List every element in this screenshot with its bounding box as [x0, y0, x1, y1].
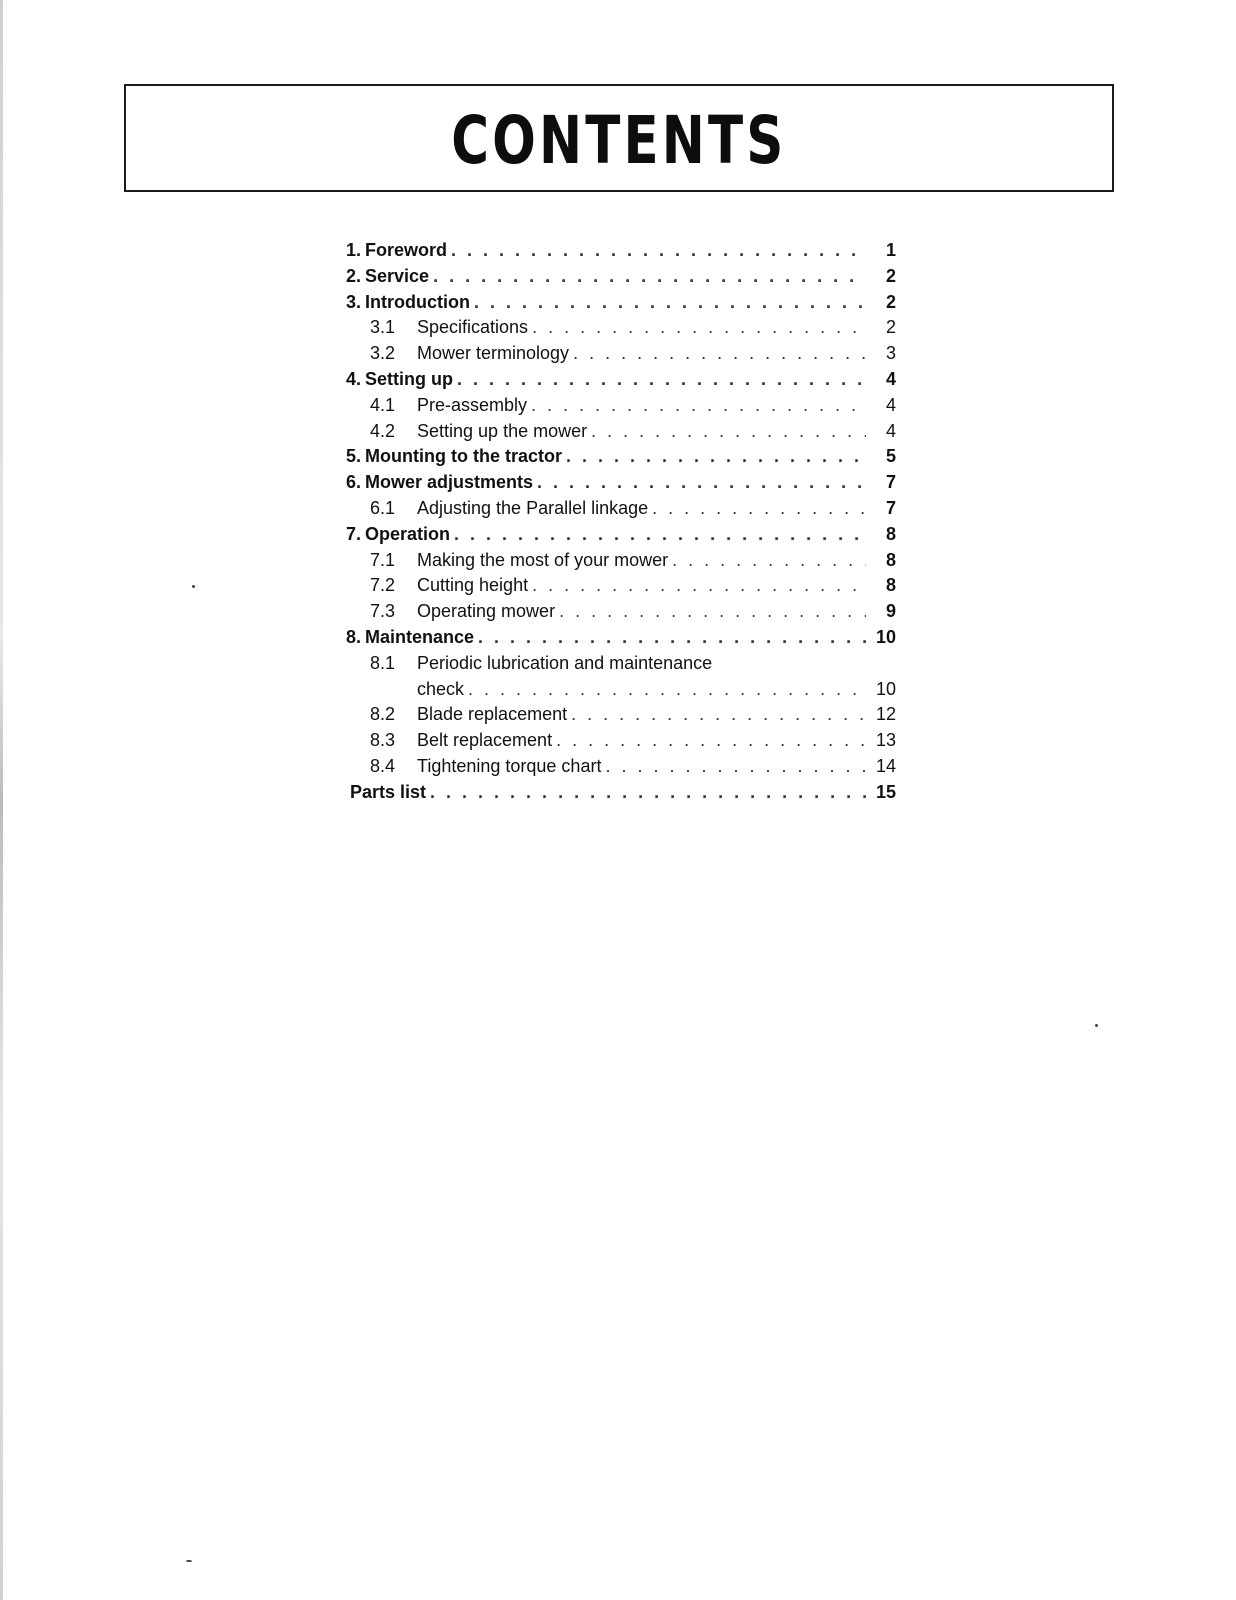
toc-entry-label: Making the most of your mower	[417, 549, 669, 570]
toc-entry-service[interactable]	[346, 264, 896, 290]
toc-entry-number: 3.1	[370, 317, 396, 338]
toc-entry-page: 7	[885, 472, 896, 493]
toc-entry-operating-mower[interactable]	[346, 599, 896, 625]
toc-leader-dots	[450, 522, 866, 548]
toc-entry-setting-up-the-mower[interactable]	[346, 419, 896, 445]
toc-leader-dots	[528, 573, 866, 599]
toc-entry-parallel-linkage[interactable]	[346, 496, 896, 522]
toc-leader-dots	[648, 496, 866, 522]
toc-entry-parts-list[interactable]	[346, 780, 896, 806]
toc-entry-number: 6.	[346, 472, 362, 493]
toc-entry-label: Mounting to the tractor	[365, 446, 562, 467]
title-box	[124, 84, 1114, 192]
toc-entry-making-the-most[interactable]	[346, 548, 896, 574]
toc-entry-label: Adjusting the Parallel linkage	[417, 497, 649, 518]
toc-leader-dots	[429, 264, 866, 290]
toc-entry-setting-up[interactable]	[346, 367, 896, 393]
toc-entry-label: Operation	[365, 523, 451, 544]
scan-speck	[1095, 1024, 1098, 1027]
toc-leader-dots	[555, 599, 866, 625]
toc-entry-page: 4	[885, 368, 896, 389]
toc-entry-mower-adjustments[interactable]	[346, 470, 896, 496]
toc-entry-number: 4.1	[370, 394, 396, 415]
toc-entry-page: 12	[875, 704, 896, 725]
toc-leader-dots	[668, 548, 866, 574]
toc-entry-page: 14	[875, 755, 896, 776]
toc-entry-number: 5.	[346, 446, 362, 467]
toc-entry-page: 3	[885, 343, 896, 364]
toc-entry-number: 6.1	[370, 497, 396, 518]
toc-entry-number: 3.2	[370, 343, 396, 364]
toc-entry-blade-replacement[interactable]	[346, 702, 896, 728]
toc-entry-number: 1.	[346, 240, 362, 260]
toc-entry-number: 8.4	[370, 755, 396, 776]
toc-entry-label: Setting up the mower	[417, 420, 588, 441]
toc-entry-number: 7.	[346, 523, 362, 544]
toc-entry-pre-assembly[interactable]	[346, 393, 896, 419]
toc-entry-number: 7.1	[370, 549, 396, 570]
toc-entry-number: 4.	[346, 368, 362, 389]
toc-entry-page: 1	[885, 240, 896, 260]
toc-leader-dots	[470, 290, 866, 316]
toc-entry-label: Parts list	[350, 781, 427, 802]
toc-entry-specifications[interactable]	[346, 315, 896, 341]
toc-leader-dots	[426, 780, 866, 806]
toc-leader-dots	[464, 677, 866, 703]
page-title: CONTENTS	[451, 101, 787, 179]
toc-entry-page: 2	[885, 291, 896, 312]
toc-entry-foreword[interactable]	[346, 238, 896, 264]
toc-entry-label: Maintenance	[365, 626, 475, 647]
toc-entry-label: Belt replacement	[417, 730, 553, 751]
toc-entry-tightening-torque-chart[interactable]	[346, 754, 896, 780]
toc-entry-mounting[interactable]	[346, 444, 896, 470]
toc-entry-label: Pre-assembly	[417, 394, 528, 415]
toc-entry-periodic-lubrication-continued[interactable]	[346, 677, 896, 703]
toc-entry-label: Tightening torque chart	[417, 755, 602, 776]
toc-entry-periodic-lubrication[interactable]	[346, 651, 896, 677]
toc-entry-label: Blade replacement	[417, 704, 568, 725]
toc-entry-introduction[interactable]	[346, 290, 896, 316]
toc-entry-page: 7	[885, 497, 896, 518]
toc-entry-cutting-height[interactable]	[346, 573, 896, 599]
toc-leader-dots	[587, 419, 866, 445]
toc-entry-number: 7.3	[370, 601, 396, 622]
toc-entry-page: 15	[875, 781, 896, 802]
page-left-edge	[0, 0, 3, 1600]
toc-leader-dots	[453, 367, 866, 393]
toc-entry-page: 4	[885, 394, 896, 415]
toc-entry-page: 2	[885, 265, 896, 286]
toc-entry-page: 4	[885, 420, 896, 441]
toc-entry-page: 13	[875, 730, 896, 751]
toc-entry-operation[interactable]	[346, 522, 896, 548]
toc-entry-label: Operating mower	[417, 601, 556, 622]
toc-entry-page: 10	[875, 678, 896, 699]
toc-entry-number: 2.	[346, 265, 362, 286]
toc-leader-dots	[562, 444, 866, 470]
toc-leader-dots	[474, 625, 866, 651]
toc-leader-dots	[552, 728, 866, 754]
toc-entry-page: 2	[885, 317, 896, 338]
toc-entry-number: 4.2	[370, 420, 396, 441]
toc-entry-label: Foreword	[365, 240, 448, 260]
toc-entry-number: 7.2	[370, 575, 396, 596]
toc-leader-dots	[447, 238, 866, 264]
toc-entry-label: Periodic lubrication and maintenance	[417, 652, 713, 673]
toc-entry-label: Introduction	[365, 291, 470, 312]
toc-entry-number: 8.2	[370, 704, 396, 725]
toc-entry-page: 5	[885, 446, 896, 467]
toc-leader-dots	[527, 393, 866, 419]
toc-entry-label: Mower terminology	[417, 343, 570, 364]
toc-entry-number: 8.1	[370, 652, 396, 673]
toc-leader-dots	[601, 754, 866, 780]
toc-entry-page: 8	[885, 575, 896, 596]
toc-entry-number: 8.3	[370, 730, 396, 751]
toc-entry-belt-replacement[interactable]	[346, 728, 896, 754]
toc-entry-page: 9	[885, 601, 896, 622]
toc-entry-number: 3.	[346, 291, 362, 312]
toc-entry-label: check	[417, 678, 465, 699]
toc-entry-label: Cutting height	[417, 575, 529, 596]
toc-entry-maintenance[interactable]	[346, 625, 896, 651]
toc-entry-number: 8.	[346, 626, 362, 647]
scan-speck	[186, 1560, 192, 1562]
toc-leader-dots	[567, 702, 866, 728]
toc-leader-dots	[528, 315, 866, 341]
toc-entry-label: Service	[365, 265, 430, 286]
toc-entry-mower-terminology[interactable]	[346, 341, 896, 367]
scan-speck	[192, 585, 195, 588]
toc-entry-label: Specifications	[417, 317, 529, 338]
toc-leader-dots	[569, 341, 866, 367]
toc-entry-label: Setting up	[365, 368, 454, 389]
toc-entry-page: 8	[885, 523, 896, 544]
toc-entry-page: 8	[885, 549, 896, 570]
toc-leader-dots	[533, 470, 866, 496]
toc-entry-page: 10	[875, 626, 896, 647]
table-of-contents	[346, 238, 896, 806]
toc-entry-label: Mower adjustments	[365, 472, 534, 493]
